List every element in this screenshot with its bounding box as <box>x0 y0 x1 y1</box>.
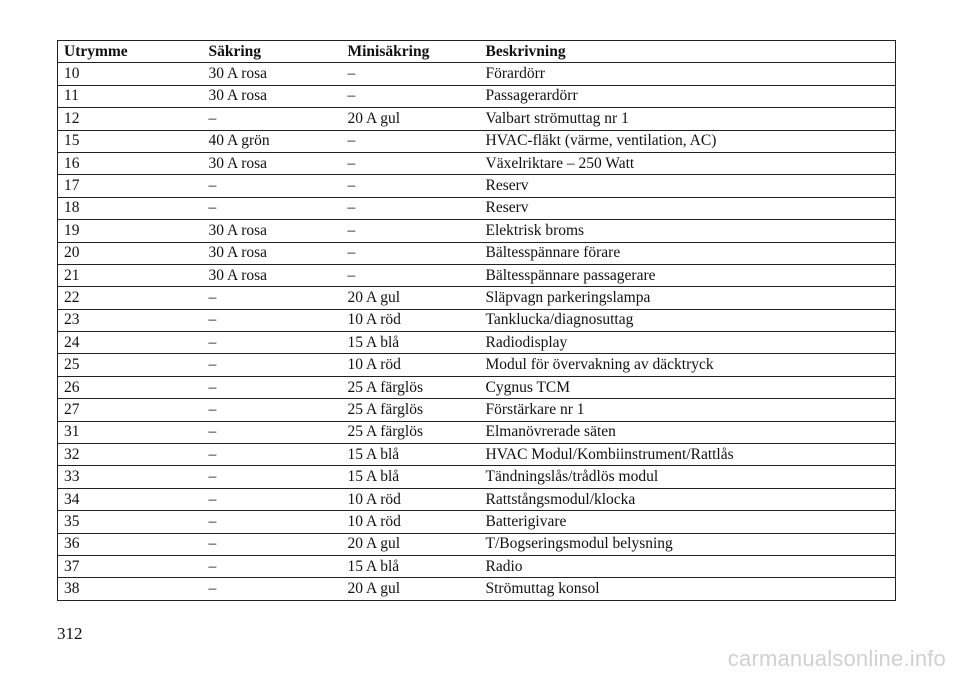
cell-utrymme: 24 <box>58 332 203 354</box>
cell-utrymme: 18 <box>58 197 203 219</box>
cell-utrymme: 10 <box>58 63 203 85</box>
cell-minisakring: 20 A gul <box>342 287 480 309</box>
cell-beskrivning: HVAC-fläkt (värme, ventilation, AC) <box>480 130 896 152</box>
table-row <box>58 220 896 242</box>
cell-utrymme: 37 <box>58 555 203 577</box>
table-row <box>58 309 896 331</box>
cell-utrymme: 33 <box>58 466 203 488</box>
cell-minisakring: 10 A röd <box>342 511 480 533</box>
cell-utrymme: 25 <box>58 354 203 376</box>
cell-beskrivning: Radio <box>480 555 896 577</box>
cell-minisakring: 10 A röd <box>342 309 480 331</box>
table-row <box>58 555 896 577</box>
table-row <box>58 63 896 85</box>
cell-utrymme: 35 <box>58 511 203 533</box>
table-row <box>58 332 896 354</box>
table-row <box>58 152 896 174</box>
table-row <box>58 108 896 130</box>
header-beskrivning: Beskrivning <box>480 41 896 63</box>
cell-utrymme: 34 <box>58 488 203 510</box>
cell-utrymme: 31 <box>58 421 203 443</box>
cell-utrymme: 22 <box>58 287 203 309</box>
watermark: carmanualsonline.info <box>727 646 946 671</box>
cell-utrymme: 17 <box>58 175 203 197</box>
table-row <box>58 242 896 264</box>
cell-minisakring: – <box>342 152 480 174</box>
table-row <box>58 511 896 533</box>
cell-beskrivning: Passagerardörr <box>480 85 896 107</box>
cell-minisakring: 20 A gul <box>342 533 480 555</box>
cell-beskrivning: Valbart strömuttag nr 1 <box>480 108 896 130</box>
header-minisakring: Minisäkring <box>342 41 480 63</box>
cell-beskrivning: Förardörr <box>480 63 896 85</box>
cell-utrymme: 38 <box>58 578 203 600</box>
cell-minisakring: – <box>342 63 480 85</box>
cell-utrymme: 11 <box>58 85 203 107</box>
cell-utrymme: 36 <box>58 533 203 555</box>
cell-sakring: – <box>203 197 342 219</box>
cell-beskrivning: Elmanövrerade säten <box>480 421 896 443</box>
cell-utrymme: 27 <box>58 399 203 421</box>
cell-beskrivning: Cygnus TCM <box>480 376 896 398</box>
cell-utrymme: 23 <box>58 309 203 331</box>
cell-sakring: – <box>203 354 342 376</box>
table-row <box>58 533 896 555</box>
cell-beskrivning: Förstärkare nr 1 <box>480 399 896 421</box>
cell-sakring: – <box>203 287 342 309</box>
table-header-row <box>58 41 896 63</box>
cell-beskrivning: Radiodisplay <box>480 332 896 354</box>
cell-sakring: – <box>203 175 342 197</box>
table-row <box>58 376 896 398</box>
cell-minisakring: 25 A färglös <box>342 376 480 398</box>
cell-beskrivning: Modul för övervakning av däcktryck <box>480 354 896 376</box>
cell-sakring: – <box>203 488 342 510</box>
cell-minisakring: – <box>342 85 480 107</box>
table-row <box>58 399 896 421</box>
cell-sakring: – <box>203 555 342 577</box>
cell-utrymme: 26 <box>58 376 203 398</box>
fuse-table <box>57 40 896 601</box>
table-row <box>58 130 896 152</box>
cell-utrymme: 16 <box>58 152 203 174</box>
cell-sakring: – <box>203 108 342 130</box>
cell-utrymme: 15 <box>58 130 203 152</box>
cell-sakring: 30 A rosa <box>203 264 342 286</box>
cell-beskrivning: Elektrisk broms <box>480 220 896 242</box>
cell-minisakring: – <box>342 242 480 264</box>
cell-minisakring: 25 A färglös <box>342 399 480 421</box>
cell-beskrivning: Strömuttag konsol <box>480 578 896 600</box>
page-number: 312 <box>57 624 83 643</box>
header-utrymme: Utrymme <box>58 41 203 63</box>
cell-sakring: – <box>203 466 342 488</box>
cell-minisakring: 15 A blå <box>342 466 480 488</box>
cell-beskrivning: Batterigivare <box>480 511 896 533</box>
cell-sakring: 30 A rosa <box>203 242 342 264</box>
cell-sakring: – <box>203 399 342 421</box>
table-row <box>58 421 896 443</box>
cell-utrymme: 19 <box>58 220 203 242</box>
cell-beskrivning: HVAC Modul/Kombiinstrument/Rattlås <box>480 444 896 466</box>
cell-sakring: – <box>203 511 342 533</box>
cell-sakring: – <box>203 421 342 443</box>
cell-minisakring: 10 A röd <box>342 354 480 376</box>
cell-minisakring: 20 A gul <box>342 108 480 130</box>
cell-beskrivning: Tändningslås/trådlös modul <box>480 466 896 488</box>
table-row <box>58 466 896 488</box>
cell-beskrivning: Växelriktare – 250 Watt <box>480 152 896 174</box>
cell-minisakring: 20 A gul <box>342 578 480 600</box>
cell-sakring: 30 A rosa <box>203 152 342 174</box>
cell-minisakring: 15 A blå <box>342 444 480 466</box>
cell-sakring: – <box>203 332 342 354</box>
cell-beskrivning: Släpvagn parkeringslampa <box>480 287 896 309</box>
cell-beskrivning: Reserv <box>480 175 896 197</box>
cell-sakring: – <box>203 533 342 555</box>
cell-beskrivning: Reserv <box>480 197 896 219</box>
cell-sakring: – <box>203 376 342 398</box>
cell-sakring: 30 A rosa <box>203 85 342 107</box>
cell-minisakring: 25 A färglös <box>342 421 480 443</box>
table-row <box>58 354 896 376</box>
cell-minisakring: 15 A blå <box>342 555 480 577</box>
cell-sakring: 30 A rosa <box>203 220 342 242</box>
cell-utrymme: 32 <box>58 444 203 466</box>
cell-minisakring: – <box>342 220 480 242</box>
cell-sakring: – <box>203 309 342 331</box>
cell-sakring: – <box>203 444 342 466</box>
cell-minisakring: – <box>342 175 480 197</box>
cell-sakring: – <box>203 578 342 600</box>
header-sakring: Säkring <box>203 41 342 63</box>
cell-beskrivning: Rattstångsmodul/klocka <box>480 488 896 510</box>
cell-minisakring: 15 A blå <box>342 332 480 354</box>
cell-utrymme: 20 <box>58 242 203 264</box>
table-row <box>58 264 896 286</box>
cell-minisakring: – <box>342 264 480 286</box>
table-row <box>58 85 896 107</box>
table-row <box>58 197 896 219</box>
cell-minisakring: – <box>342 130 480 152</box>
table-row <box>58 287 896 309</box>
cell-minisakring: 10 A röd <box>342 488 480 510</box>
cell-sakring: 30 A rosa <box>203 63 342 85</box>
cell-minisakring: – <box>342 197 480 219</box>
cell-utrymme: 12 <box>58 108 203 130</box>
table-row <box>58 444 896 466</box>
table-row <box>58 488 896 510</box>
cell-beskrivning: Tanklucka/diagnosuttag <box>480 309 896 331</box>
cell-beskrivning: Bältesspännare förare <box>480 242 896 264</box>
cell-utrymme: 21 <box>58 264 203 286</box>
cell-beskrivning: T/Bogseringsmodul belysning <box>480 533 896 555</box>
table-row <box>58 578 896 600</box>
cell-sakring: 40 A grön <box>203 130 342 152</box>
table-row <box>58 175 896 197</box>
cell-beskrivning: Bältesspännare passagerare <box>480 264 896 286</box>
